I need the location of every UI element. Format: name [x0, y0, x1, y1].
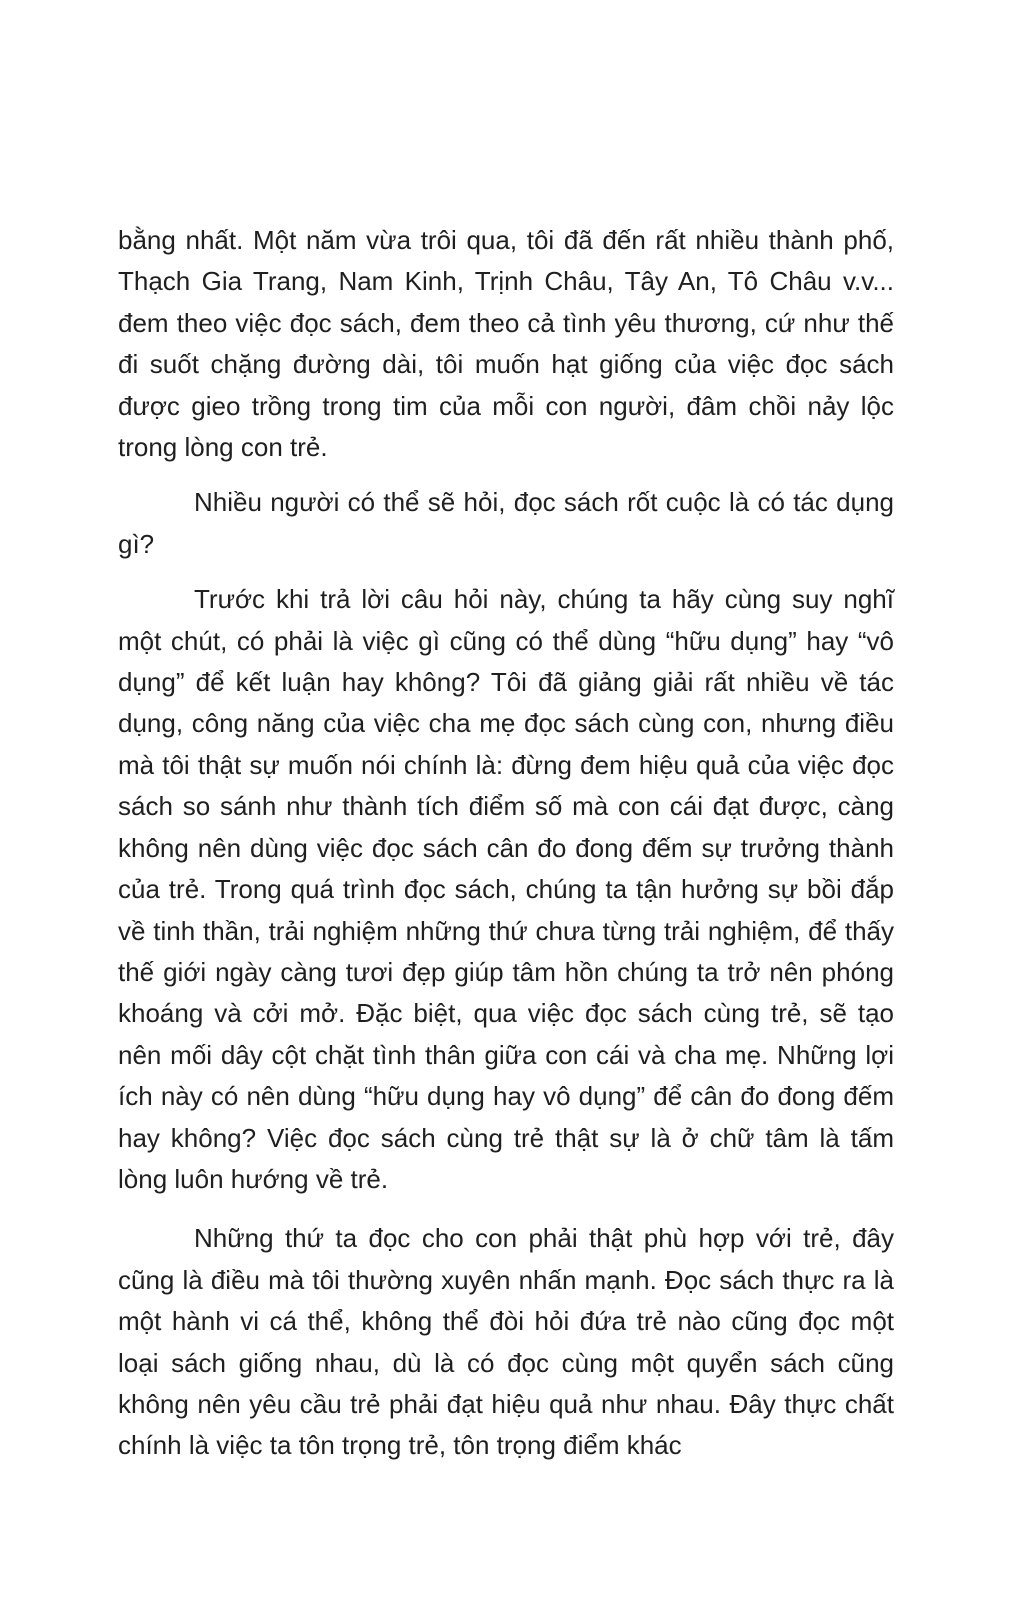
- paragraph-1: bằng nhất. Một năm vừa trôi qua, tôi đã đến rất nhiều thành phố, Thạch Gia Trang, Nam Kinh, Trịnh Châu, Tây An, Tô Châu v.v... đem theo việc đọc sách, đem theo cả tình yêu thương, cứ như thế đi suốt chặng đường dài, tôi muốn hạt giống của việc đọc sách được gieo trồng trong tim của mỗi con người, đâm chồi nảy lộc trong lòng con trẻ.: [118, 225, 894, 463]
- paragraph-3: Trước khi trả lời câu hỏi này, chúng ta hãy cùng suy nghĩ một chút, có phải là việc gì cũng có thể dùng “hữu dụng” hay “vô dụng” để kết luận hay không? Tôi đã giảng giải rất nhiều về tác dụng, công năng của việc cha mẹ đọc sách cùng con, nhưng điều mà tôi thật sự muốn nói chính là: đừng đem hiệu quả của việc đọc sách so sánh như thành tích điểm số mà con cái đạt được, càng không nên dùng việc đọc sách cân đo đong đếm sự trưởng thành của trẻ. Trong quá trình đọc sách, chúng ta tận hưởng sự bồi đắp về tinh thần, trải nghiệm những thứ chưa từng trải nghiệm, để thấy thế giới ngày càng tươi đẹp giúp tâm hồn chúng ta trở nên phóng khoáng và cởi mở. Đặc biệt, qua việc đọc sách cùng trẻ, sẽ tạo nên mối dây cột chặt tình thân giữa con cái và cha mẹ. Những lợi ích này có nên dùng “hữu dụng hay vô dụng” để cân đo đong đếm hay không? Việc đọc sách cùng trẻ thật sự là ở chữ tâm là tấm lòng luôn hướng về trẻ.: [118, 584, 894, 1194]
- paragraph-2: Nhiều người có thể sẽ hỏi, đọc sách rốt cuộc là có tác dụng gì?: [118, 487, 894, 559]
- page-body: [118, 220, 894, 1467]
- paragraph-4: Những thứ ta đọc cho con phải thật phù hợp với trẻ, đây cũng là điều mà tôi thường xuyên nhấn mạnh. Đọc sách thực ra là một hành vi cá thể, không thể đòi hỏi đứa trẻ nào cũng đọc một loại sách giống nhau, dù là có đọc cùng một quyển sách cũng không nên yêu cầu trẻ phải đạt hiệu quả như nhau. Đây thực chất chính là việc ta tôn trọng trẻ, tôn trọng điểm khác: [118, 1223, 894, 1461]
